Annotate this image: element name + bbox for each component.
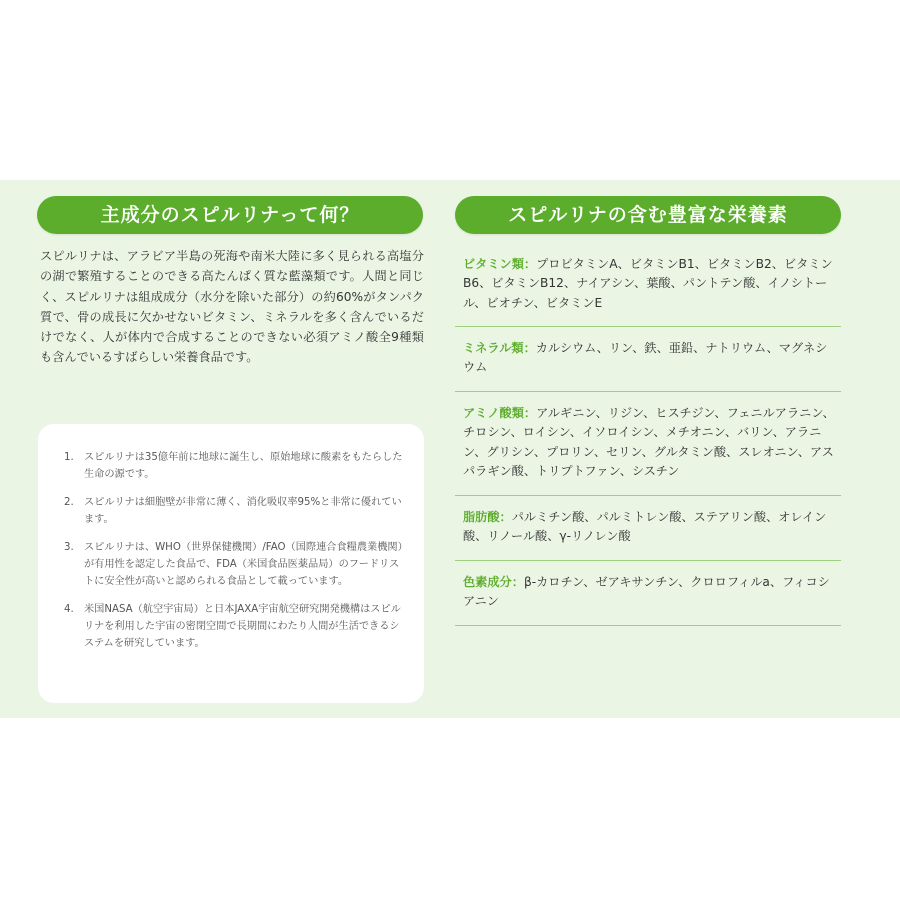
- fact-item: [64, 449, 404, 483]
- nutrients-list: [455, 243, 841, 626]
- nutrient-label: 色素成分：: [463, 575, 524, 589]
- fact-number: 1.: [64, 452, 74, 463]
- fact-number: 2.: [64, 497, 74, 508]
- fact-text: スピルリナは35億年前に地球に誕生し、原始地球に酸素をもたらした生命の源です。: [84, 452, 403, 480]
- nutrient-row-pigments: [455, 561, 841, 626]
- nutrient-row-amino-acids: [455, 392, 841, 496]
- nutrient-label: ミネラル類：: [463, 341, 536, 355]
- nutrient-row-vitamins: [455, 243, 841, 327]
- nutrient-text: カルシウム、リン、鉄、亜鉛、ナトリウム、マグネシウム: [463, 341, 828, 375]
- nutrient-label: ビタミン類：: [463, 257, 537, 271]
- nutrient-text: β-カロチン、ゼアキサンチン、クロロフィルa、フィコシアニン: [463, 575, 830, 609]
- fact-item: [64, 539, 404, 590]
- fact-number: 3.: [64, 542, 74, 553]
- facts-list: [64, 449, 404, 663]
- facts-box: [38, 424, 424, 703]
- fact-text: 米国NASA（航空宇宙局）と日本JAXA宇宙航空研究開発機構はスピルリナを利用した宇宙の密閉空間で長期間にわたり人間が生活できるシステムを研究しています。: [84, 604, 401, 649]
- nutrient-row-fatty-acids: [455, 496, 841, 561]
- fact-item: [64, 494, 404, 528]
- nutrient-label: アミノ酸類：: [463, 406, 537, 420]
- nutrients-heading: スピルリナの含む豊富な栄養素: [455, 196, 841, 234]
- nutrient-text: パルミチン酸、パルミトレン酸、ステアリン酸、オレイン酸、リノール酸、γ-リノレン酸: [463, 510, 827, 544]
- what-is-spirulina-heading: 主成分のスピルリナって何？: [37, 196, 423, 234]
- nutrient-label: 脂肪酸：: [463, 510, 512, 524]
- fact-number: 4.: [64, 604, 74, 615]
- fact-text: スピルリナは細胞壁が非常に薄く、消化吸収率95%と非常に優れています。: [84, 497, 402, 525]
- nutrient-text: プロビタミンA、ビタミンB1、ビタミンB2、ビタミンB6、ビタミンB12、ナイアシン、葉酸、パントテン酸、イノシトール、ビオチン、ビタミンE: [463, 257, 833, 310]
- intro-paragraph: スピルリナは、アラビア半島の死海や南米大陸に多く見られる高塩分の湖で繁殖することのできる高たんぱく質な藍藻類です。人間と同じく、スピルリナは組成成分（水分を除いた部分）の約60%がタンパク質で、骨の成長に欠かせないビタミン、ミネラルを多く含んでいるだけでなく、人が体内で合成することのできない必須アミノ酸全9種類も含んでいるすばらしい栄養食品です。: [40, 249, 424, 365]
- nutrient-text: アルギニン、リジン、ヒスチジン、フェニルアラニン、チロシン、ロイシン、イソロイシン、メチオニン、バリン、アラニン、グリシン、プロリン、セリン、グルタミン酸、スレオニン、アスパラギン酸、トリプトファン、シスチン: [463, 406, 835, 478]
- nutrient-row-minerals: [455, 327, 841, 392]
- fact-item: [64, 601, 404, 652]
- fact-text: スピルリナは、WHO（世界保健機関）/FAO（国際連合食糧農業機関）が有用性を認定した食品で、FDA（米国食品医薬品局）のフードリストに安全性が高いと認められる食品として載っています。: [84, 542, 403, 587]
